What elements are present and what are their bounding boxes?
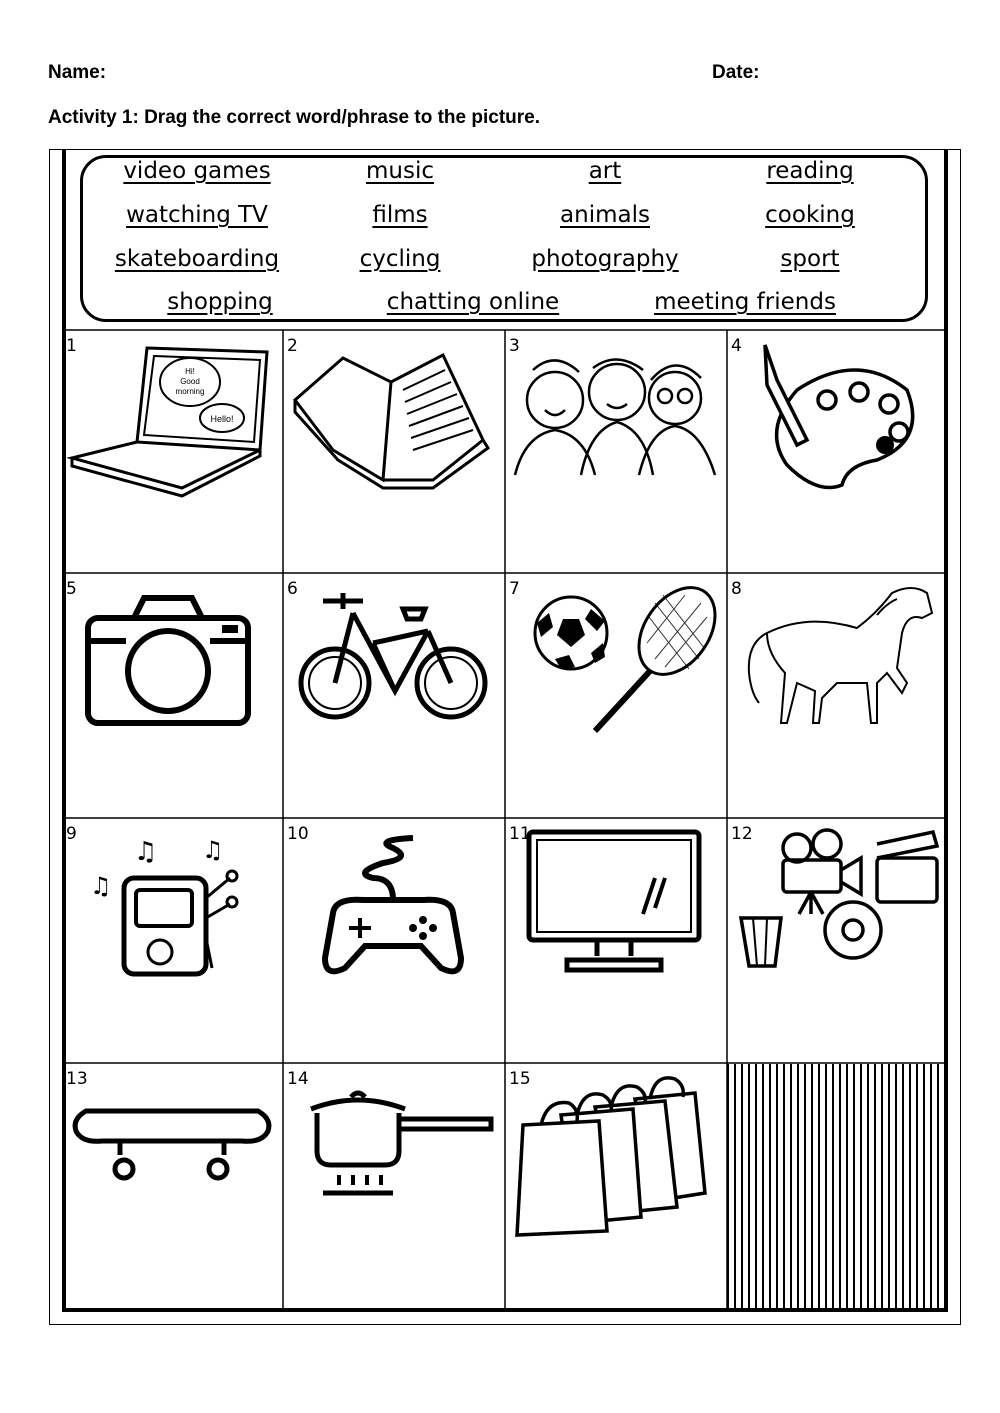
picture-number: 1 — [66, 336, 77, 356]
chat-bubble-text: Good — [180, 377, 200, 386]
picture-cell-15[interactable] — [505, 1063, 727, 1308]
music-player-icon — [62, 818, 283, 1063]
picture-number: 9 — [66, 824, 77, 844]
picture-cell-6[interactable] — [283, 573, 505, 818]
picture-number: 15 — [509, 1069, 531, 1089]
picture-number: 4 — [731, 336, 742, 356]
word-skateboarding[interactable]: skateboarding — [114, 246, 280, 272]
laptop-chat-icon — [62, 330, 283, 573]
shopping-bags-icon — [505, 1063, 727, 1308]
picture-number: 8 — [731, 579, 742, 599]
skateboard-icon — [62, 1063, 283, 1308]
word-photography[interactable]: photography — [531, 246, 679, 272]
friends-group-icon — [505, 330, 727, 573]
game-controller-icon — [283, 818, 505, 1063]
word-animals[interactable]: animals — [560, 202, 650, 228]
picture-number: 11 — [509, 824, 531, 844]
picture-cell-13[interactable] — [62, 1063, 283, 1308]
tv-monitor-icon — [505, 818, 727, 1063]
picture-cell-5[interactable] — [62, 573, 283, 818]
word-cooking[interactable]: cooking — [765, 202, 855, 228]
picture-cell-14[interactable] — [283, 1063, 505, 1308]
picture-number: 5 — [66, 579, 77, 599]
chat-bubble-text: Hello! — [210, 414, 234, 424]
open-book-icon — [283, 330, 505, 573]
picture-number: 6 — [287, 579, 298, 599]
ball-and-racket-icon — [505, 573, 727, 818]
bicycle-icon — [283, 573, 505, 818]
activity-instruction: Activity 1: Drag the correct word/phrase to the picture. — [48, 107, 540, 128]
word-watching-tv[interactable]: watching TV — [126, 202, 268, 228]
word-films[interactable]: films — [372, 202, 428, 228]
music-note-icon: ♫ — [202, 836, 224, 864]
picture-number: 10 — [287, 824, 309, 844]
cooking-pot-icon — [283, 1063, 505, 1308]
paint-palette-icon — [727, 330, 943, 573]
music-note-icon: ♫ — [134, 837, 158, 867]
music-note-icon: ♫ — [90, 872, 112, 900]
word-music[interactable]: music — [365, 158, 435, 184]
chat-bubble-text: morning — [175, 387, 205, 396]
word-art[interactable]: art — [588, 158, 622, 184]
picture-cell-3[interactable] — [505, 330, 727, 573]
picture-cell-4[interactable] — [727, 330, 943, 573]
word-chatting-online[interactable]: chatting online — [386, 289, 560, 315]
date-label: Date: — [712, 62, 760, 83]
empty-cell-hatching — [727, 1064, 943, 1308]
picture-cell-1[interactable] — [62, 330, 283, 573]
picture-cell-11[interactable] — [505, 818, 727, 1063]
picture-number: 14 — [287, 1069, 309, 1089]
picture-number: 13 — [66, 1069, 88, 1089]
word-cycling[interactable]: cycling — [359, 246, 441, 272]
picture-number: 7 — [509, 579, 520, 599]
word-reading[interactable]: reading — [766, 158, 854, 184]
picture-number: 3 — [509, 336, 520, 356]
picture-cell-7[interactable] — [505, 573, 727, 818]
picture-number: 2 — [287, 336, 298, 356]
chat-bubble-text: Hi! — [185, 367, 195, 376]
picture-number: 12 — [731, 824, 753, 844]
word-sport[interactable]: sport — [780, 246, 840, 272]
word-meeting-friends[interactable]: meeting friends — [654, 289, 836, 315]
word-video-games[interactable]: video games — [123, 158, 271, 184]
camera-icon — [62, 573, 283, 818]
picture-cell-10[interactable] — [283, 818, 505, 1063]
name-label: Name: — [48, 62, 107, 83]
picture-cell-8[interactable] — [727, 573, 943, 818]
picture-cell-2[interactable] — [283, 330, 505, 573]
picture-cell-12[interactable] — [727, 818, 943, 1063]
word-shopping[interactable]: shopping — [167, 289, 273, 315]
horse-icon — [727, 573, 943, 818]
film-camera-icon — [727, 818, 943, 1063]
picture-cell-9[interactable] — [62, 818, 283, 1063]
